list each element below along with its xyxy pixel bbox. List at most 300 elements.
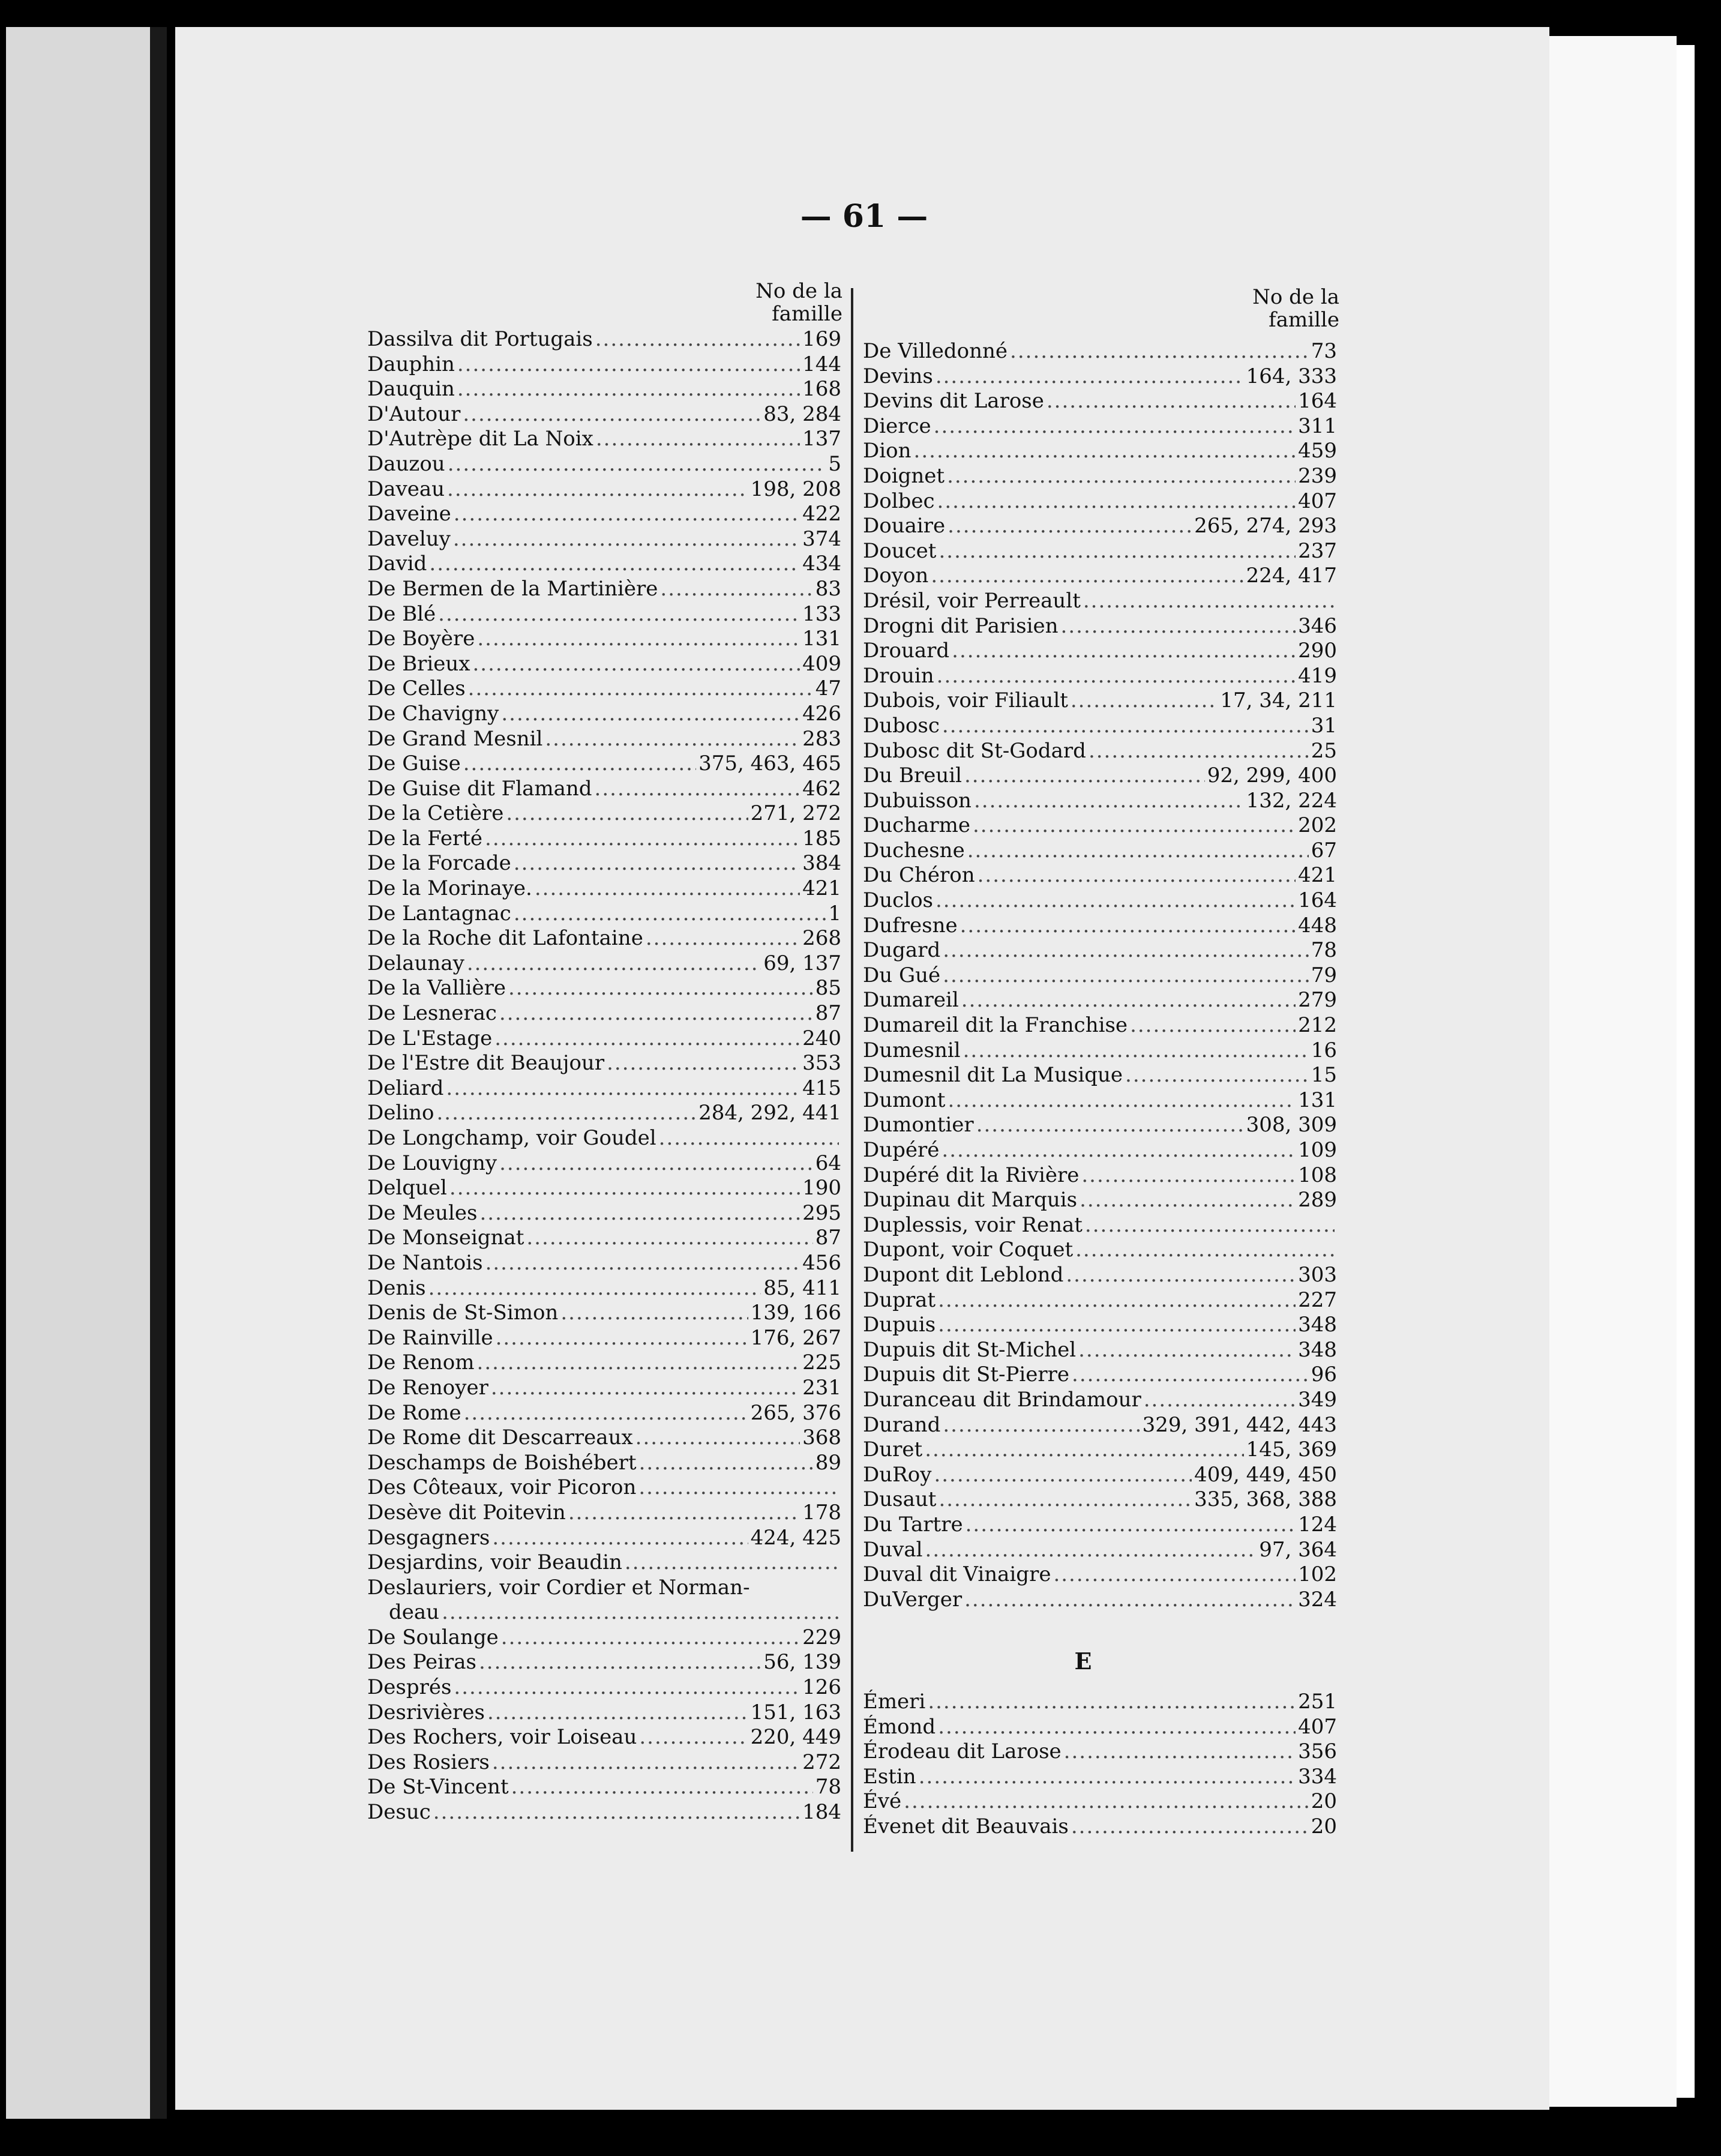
family-numbers: 374 <box>802 526 841 551</box>
entry-name: De Renom <box>367 1351 475 1375</box>
index-entry <box>367 1451 841 1476</box>
index-entry <box>863 963 1337 989</box>
dot-leader <box>468 676 813 702</box>
dot-leader <box>477 1351 800 1376</box>
entry-name: De Chavigny <box>367 701 499 726</box>
family-numbers: 83, 284 <box>763 402 841 426</box>
dot-leader <box>947 464 1296 489</box>
dot-leader <box>978 863 1296 888</box>
dot-leader <box>925 1438 1243 1463</box>
family-numbers: 87 <box>815 1226 841 1250</box>
index-entry <box>367 1376 841 1401</box>
family-numbers: 5 <box>828 451 841 476</box>
entry-name: Devins dit Larose <box>863 389 1044 414</box>
family-numbers: 424, 425 <box>750 1525 841 1550</box>
dot-leader <box>464 1401 748 1426</box>
entry-name: Érodeau dit Larose <box>863 1739 1062 1764</box>
dot-leader <box>942 1138 1296 1163</box>
dot-leader <box>526 1226 812 1251</box>
dot-leader <box>1144 1388 1296 1413</box>
dot-leader <box>442 1600 839 1625</box>
family-numbers: 178 <box>802 1500 841 1525</box>
entry-name: D'Autour <box>367 402 461 426</box>
entry-name: Duplessis, voir Renat <box>863 1212 1083 1237</box>
dot-leader <box>914 439 1296 464</box>
index-entry <box>367 1101 841 1126</box>
family-numbers: 164 <box>1298 389 1337 414</box>
index-entry <box>863 1789 1337 1814</box>
family-numbers: 239 <box>1298 463 1337 488</box>
entry-name: De Blé <box>367 601 436 626</box>
entry-name: Delaunay <box>367 951 464 975</box>
family-numbers: 334 <box>1298 1764 1337 1789</box>
entry-name: Dufresne <box>863 913 958 938</box>
index-entry <box>863 364 1337 390</box>
index-entry <box>367 552 841 577</box>
entry-name: De Lesnerac <box>367 1001 497 1026</box>
family-numbers: 151, 163 <box>750 1700 841 1724</box>
index-entry <box>863 1463 1337 1488</box>
entry-name: Dumont <box>863 1088 946 1112</box>
family-numbers: 415 <box>802 1076 841 1100</box>
index-entry <box>863 439 1337 464</box>
entry-name: De Guise <box>367 751 461 776</box>
dot-leader <box>939 539 1296 564</box>
family-numbers: 456 <box>802 1250 841 1275</box>
entry-name: Émeri <box>863 1690 926 1714</box>
dot-leader <box>437 1101 697 1126</box>
dot-leader <box>477 627 800 652</box>
family-numbers: 15 <box>1311 1063 1337 1088</box>
dot-leader <box>938 1288 1296 1313</box>
entry-name: Estin <box>863 1764 916 1789</box>
index-entry <box>863 1538 1337 1563</box>
entry-name: Du Chéron <box>863 863 975 888</box>
entry-name: Delquel <box>367 1176 447 1200</box>
family-numbers: 109 <box>1298 1138 1337 1162</box>
index-entry <box>367 1526 841 1551</box>
dot-leader <box>506 801 748 827</box>
facing-page-right <box>1549 36 1677 2107</box>
entry-name: Dumesnil <box>863 1038 961 1062</box>
entry-name: De Meules <box>367 1200 478 1225</box>
dot-leader <box>485 827 800 852</box>
family-numbers: 124 <box>1298 1512 1337 1537</box>
index-entry <box>367 477 841 502</box>
entry-name: Dusaut <box>863 1487 937 1512</box>
index-entry <box>863 389 1337 414</box>
family-numbers: 409, 449, 450 <box>1194 1462 1337 1487</box>
index-entry <box>367 1076 841 1101</box>
entry-name: Du Tartre <box>863 1512 963 1537</box>
family-numbers: 97, 364 <box>1259 1537 1337 1562</box>
family-numbers: 227 <box>1298 1287 1337 1312</box>
entry-name: Denis de St-Simon <box>367 1301 559 1325</box>
dot-leader <box>535 876 800 902</box>
index-entry <box>367 1625 841 1651</box>
family-numbers: 295 <box>802 1200 841 1225</box>
index-entry <box>367 502 841 527</box>
dot-leader <box>479 1201 800 1226</box>
dot-leader <box>457 352 800 378</box>
index-entry <box>863 1213 1337 1238</box>
family-numbers: 434 <box>802 552 841 576</box>
entry-name: De Soulange <box>367 1625 499 1649</box>
entry-name: Des Côteaux, voir Picoron <box>367 1475 637 1500</box>
entry-name: deau <box>389 1600 440 1625</box>
dot-leader <box>938 1715 1296 1740</box>
family-numbers: 108 <box>1298 1163 1337 1187</box>
index-entry <box>863 1715 1337 1740</box>
family-numbers: 164 <box>1298 888 1337 913</box>
index-entry <box>367 827 841 852</box>
dot-leader <box>448 452 826 477</box>
dot-leader <box>934 1463 1192 1488</box>
index-entry <box>367 1026 841 1052</box>
entry-name: Du Breuil <box>863 763 962 788</box>
family-numbers: 67 <box>1311 838 1337 863</box>
dot-leader <box>937 489 1296 514</box>
index-entry <box>863 1063 1337 1088</box>
index-entry <box>863 714 1337 739</box>
entry-name: De Louvigny <box>367 1151 497 1175</box>
family-numbers: 69, 137 <box>763 951 841 975</box>
entry-name: De Rome dit Descarreaux <box>367 1426 633 1450</box>
index-entry <box>367 1725 841 1750</box>
index-entry <box>367 1401 841 1426</box>
family-numbers: 421 <box>802 876 841 901</box>
family-numbers: 64 <box>815 1151 841 1175</box>
binding-gutter <box>150 27 167 2119</box>
entry-name: Denis <box>367 1275 426 1300</box>
index-entry <box>863 1288 1337 1313</box>
index-entry <box>863 789 1337 814</box>
dot-leader <box>937 664 1296 689</box>
dot-leader <box>438 602 800 627</box>
entry-name: Durand <box>863 1412 941 1437</box>
family-numbers: 271, 272 <box>750 801 841 826</box>
entry-name: De Brieux <box>367 651 470 676</box>
index-entry <box>863 1438 1337 1463</box>
index-entry <box>863 1739 1337 1765</box>
entry-name: D'Autrèpe dit La Noix <box>367 427 593 451</box>
index-entry <box>367 1775 841 1800</box>
right-column-index <box>863 339 1337 1612</box>
index-entry <box>863 489 1337 514</box>
entry-name: Duprat <box>863 1287 936 1312</box>
left-column-header: No de la famille <box>755 279 842 326</box>
page-number: — 61 — <box>800 198 928 235</box>
family-numbers: 268 <box>802 926 841 951</box>
index-entry <box>863 1088 1337 1113</box>
entry-name: Dupont, voir Coquet <box>863 1238 1074 1262</box>
dot-leader <box>942 714 1309 739</box>
dot-leader <box>501 702 800 727</box>
family-numbers: 324 <box>1298 1587 1337 1612</box>
index-entry <box>863 639 1337 664</box>
entry-name: Dupinau dit Marquis <box>863 1188 1078 1212</box>
index-entry <box>367 1600 841 1625</box>
family-numbers: 78 <box>815 1775 841 1799</box>
family-numbers: 459 <box>1298 439 1337 463</box>
dot-leader <box>491 1376 800 1401</box>
entry-name: Des Peiras <box>367 1650 476 1675</box>
family-numbers: 353 <box>802 1051 841 1076</box>
dot-leader <box>568 1501 800 1526</box>
index-entry <box>367 1675 841 1700</box>
entry-name: Dupuis dit St-Michel <box>863 1337 1077 1362</box>
family-numbers: 133 <box>802 601 841 626</box>
index-entry <box>863 539 1337 564</box>
family-numbers: 17, 34, 211 <box>1220 688 1337 713</box>
family-numbers: 335, 368, 388 <box>1194 1487 1337 1512</box>
family-numbers: 409 <box>802 651 841 676</box>
entry-name: Duret <box>863 1438 923 1462</box>
dot-leader <box>934 414 1296 439</box>
family-numbers: 20 <box>1311 1814 1337 1838</box>
dot-leader <box>514 851 800 876</box>
family-numbers: 164, 333 <box>1246 364 1337 388</box>
index-entry <box>863 1163 1337 1188</box>
entry-name: Dumontier <box>863 1113 974 1137</box>
entry-name: Delino <box>367 1101 434 1125</box>
entry-name: De St-Vincent <box>367 1775 509 1799</box>
dot-leader <box>961 988 1296 1013</box>
family-numbers: 25 <box>1311 738 1337 763</box>
family-numbers: 131 <box>1298 1088 1337 1112</box>
dot-leader <box>966 1513 1296 1538</box>
index-entry <box>367 1126 841 1151</box>
entry-name: Dassilva dit Portugais <box>367 327 593 351</box>
dot-leader <box>948 1088 1296 1113</box>
index-entry <box>367 1051 841 1076</box>
right-column-header: No de la famille <box>1252 285 1339 332</box>
family-numbers: 349 <box>1298 1387 1337 1412</box>
index-entry <box>863 914 1337 939</box>
family-numbers: 169 <box>802 327 841 351</box>
family-numbers: 20 <box>1311 1789 1337 1814</box>
index-entry <box>367 577 841 602</box>
family-numbers: 407 <box>1298 1714 1337 1739</box>
dot-leader <box>1089 739 1309 764</box>
dot-leader <box>1081 1163 1296 1188</box>
entry-name: Dubuisson <box>863 788 972 813</box>
section-letter-e: E <box>1074 1648 1092 1675</box>
dot-leader <box>428 1276 761 1301</box>
entry-name: Drogni dit Parisien <box>863 613 1059 638</box>
dot-leader <box>939 1487 1192 1513</box>
entry-name: Daveau <box>367 477 445 501</box>
family-numbers: 79 <box>1311 963 1337 987</box>
index-entry <box>863 1562 1337 1588</box>
dot-leader <box>659 1126 839 1151</box>
index-entry <box>863 1013 1337 1038</box>
index-entry <box>863 888 1337 914</box>
dot-leader <box>473 652 800 677</box>
entry-name: Ducharme <box>863 813 970 838</box>
entry-name: Dubosc <box>863 713 940 738</box>
dot-leader <box>508 976 813 1001</box>
family-numbers: 132, 224 <box>1246 788 1337 813</box>
family-numbers: 265, 376 <box>750 1400 841 1425</box>
index-entry <box>367 602 841 627</box>
entry-name: De Renoyer <box>367 1375 488 1400</box>
entry-name: David <box>367 552 427 576</box>
entry-name: Dauzou <box>367 451 445 476</box>
family-numbers: 212 <box>1298 1013 1337 1038</box>
index-entry <box>367 676 841 702</box>
entry-name: De Rome <box>367 1400 461 1425</box>
dot-leader <box>499 1151 813 1176</box>
index-entry <box>863 1038 1337 1064</box>
dot-leader <box>447 477 748 502</box>
family-numbers: 16 <box>1311 1038 1337 1062</box>
index-entry <box>367 1276 841 1301</box>
dot-leader <box>467 951 761 977</box>
entry-name: De Monseignat <box>367 1226 524 1250</box>
dot-leader <box>960 914 1296 939</box>
index-entry <box>863 1690 1337 1715</box>
entry-name: De la Roche dit Lafontaine <box>367 926 643 951</box>
dot-leader <box>938 1313 1296 1338</box>
dot-leader <box>963 1038 1309 1064</box>
dot-leader <box>1072 1363 1309 1388</box>
family-numbers: 184 <box>802 1800 841 1825</box>
family-numbers: 407 <box>1298 489 1337 513</box>
dot-leader <box>1061 614 1296 639</box>
entry-name: Daveine <box>367 502 451 526</box>
dot-leader <box>595 777 800 802</box>
entry-name: Dolbec <box>863 489 935 513</box>
index-entry <box>367 1700 841 1726</box>
index-entry <box>367 1550 841 1576</box>
page-edge-right <box>1677 45 1695 2098</box>
dot-leader <box>514 902 826 927</box>
dot-leader <box>429 552 800 577</box>
entry-name: Dion <box>863 439 912 463</box>
dot-leader <box>499 1001 813 1026</box>
index-entry <box>367 926 841 951</box>
family-numbers: 190 <box>802 1176 841 1200</box>
dot-leader <box>936 888 1296 914</box>
dot-leader <box>973 813 1296 839</box>
dot-leader <box>545 727 800 752</box>
index-entry <box>367 702 841 727</box>
family-numbers: 265, 274, 293 <box>1194 514 1337 538</box>
family-numbers: 308, 309 <box>1246 1113 1337 1137</box>
entry-name: De la Morinaye. <box>367 876 532 901</box>
family-numbers: 346 <box>1298 613 1337 638</box>
dot-leader <box>1053 1562 1296 1588</box>
index-entry <box>367 327 841 352</box>
family-numbers: 283 <box>802 726 841 751</box>
family-numbers: 176, 267 <box>750 1325 841 1350</box>
family-numbers: 198, 208 <box>750 477 841 501</box>
family-numbers: 139, 166 <box>750 1301 841 1325</box>
index-entry <box>863 1487 1337 1513</box>
index-entry <box>367 427 841 452</box>
index-entry <box>367 452 841 477</box>
family-numbers: 462 <box>802 776 841 801</box>
dot-leader <box>1078 1338 1296 1363</box>
facing-page-left <box>6 27 150 2119</box>
index-entry <box>367 1176 841 1201</box>
family-numbers: 329, 391, 442, 443 <box>1142 1412 1337 1437</box>
entry-name: Duranceau dit Brindamour <box>863 1387 1141 1412</box>
family-numbers: 311 <box>1298 414 1337 438</box>
dot-leader <box>492 1526 748 1551</box>
index-entry <box>367 1001 841 1026</box>
dot-leader <box>925 1538 1257 1563</box>
entry-name: De L'Estage <box>367 1026 493 1050</box>
entry-name: Dupuis <box>863 1313 936 1337</box>
family-numbers: 56, 139 <box>763 1650 841 1675</box>
entry-name: Duval <box>863 1537 923 1562</box>
entry-name: Dupéré dit la Rivière <box>863 1163 1080 1187</box>
entry-name: Des Rochers, voir Loiseau <box>367 1725 637 1750</box>
family-numbers: 225 <box>802 1351 841 1375</box>
family-numbers: 368 <box>802 1426 841 1450</box>
family-numbers: 303 <box>1298 1262 1337 1287</box>
family-numbers: 348 <box>1298 1313 1337 1337</box>
family-numbers: 356 <box>1298 1739 1337 1764</box>
entry-name: Duclos <box>863 888 933 913</box>
family-numbers: 185 <box>802 826 841 851</box>
dot-leader <box>453 527 800 552</box>
dot-leader <box>1125 1063 1309 1088</box>
family-numbers: 126 <box>802 1675 841 1700</box>
entry-name: Drouard <box>863 639 950 663</box>
entry-name: Évé <box>863 1789 902 1814</box>
index-entry <box>367 352 841 378</box>
left-column-index <box>367 327 841 1825</box>
entry-name: Deschamps de Boishébert <box>367 1450 637 1475</box>
entry-name: Doucet <box>863 538 937 563</box>
dot-leader <box>931 564 1243 589</box>
dot-leader <box>639 1451 813 1476</box>
family-numbers: 85 <box>815 976 841 1001</box>
index-entry <box>863 1413 1337 1438</box>
entry-name: Després <box>367 1675 452 1700</box>
entry-name: Deslauriers, voir Cordier et Norman- <box>367 1575 750 1600</box>
index-entry <box>863 564 1337 589</box>
family-numbers: 1 <box>828 901 841 926</box>
index-entry <box>367 1576 841 1601</box>
entry-name: Dauquin <box>367 377 455 402</box>
entry-name: Évenet dit Beauvais <box>863 1814 1069 1838</box>
dot-leader <box>433 1800 800 1825</box>
index-entry <box>367 751 841 777</box>
entry-name: Dupont dit Leblond <box>863 1262 1064 1287</box>
entry-name: De Boyère <box>367 627 475 651</box>
family-numbers: 289 <box>1298 1188 1337 1212</box>
entry-name: Desève dit Poitevin <box>367 1500 566 1525</box>
family-numbers: 272 <box>802 1750 841 1774</box>
dot-leader <box>596 427 800 452</box>
column-divider <box>851 288 853 1852</box>
index-entry <box>367 1251 841 1276</box>
dot-leader <box>454 502 800 527</box>
index-entry <box>367 1201 841 1226</box>
dot-leader <box>625 1550 839 1576</box>
dot-leader <box>457 377 800 402</box>
dot-leader <box>639 1725 748 1750</box>
dot-leader <box>928 1690 1296 1715</box>
index-entry <box>863 339 1337 364</box>
dot-leader <box>501 1625 800 1651</box>
index-entry <box>863 1263 1337 1288</box>
family-numbers: 375, 463, 465 <box>698 751 841 776</box>
